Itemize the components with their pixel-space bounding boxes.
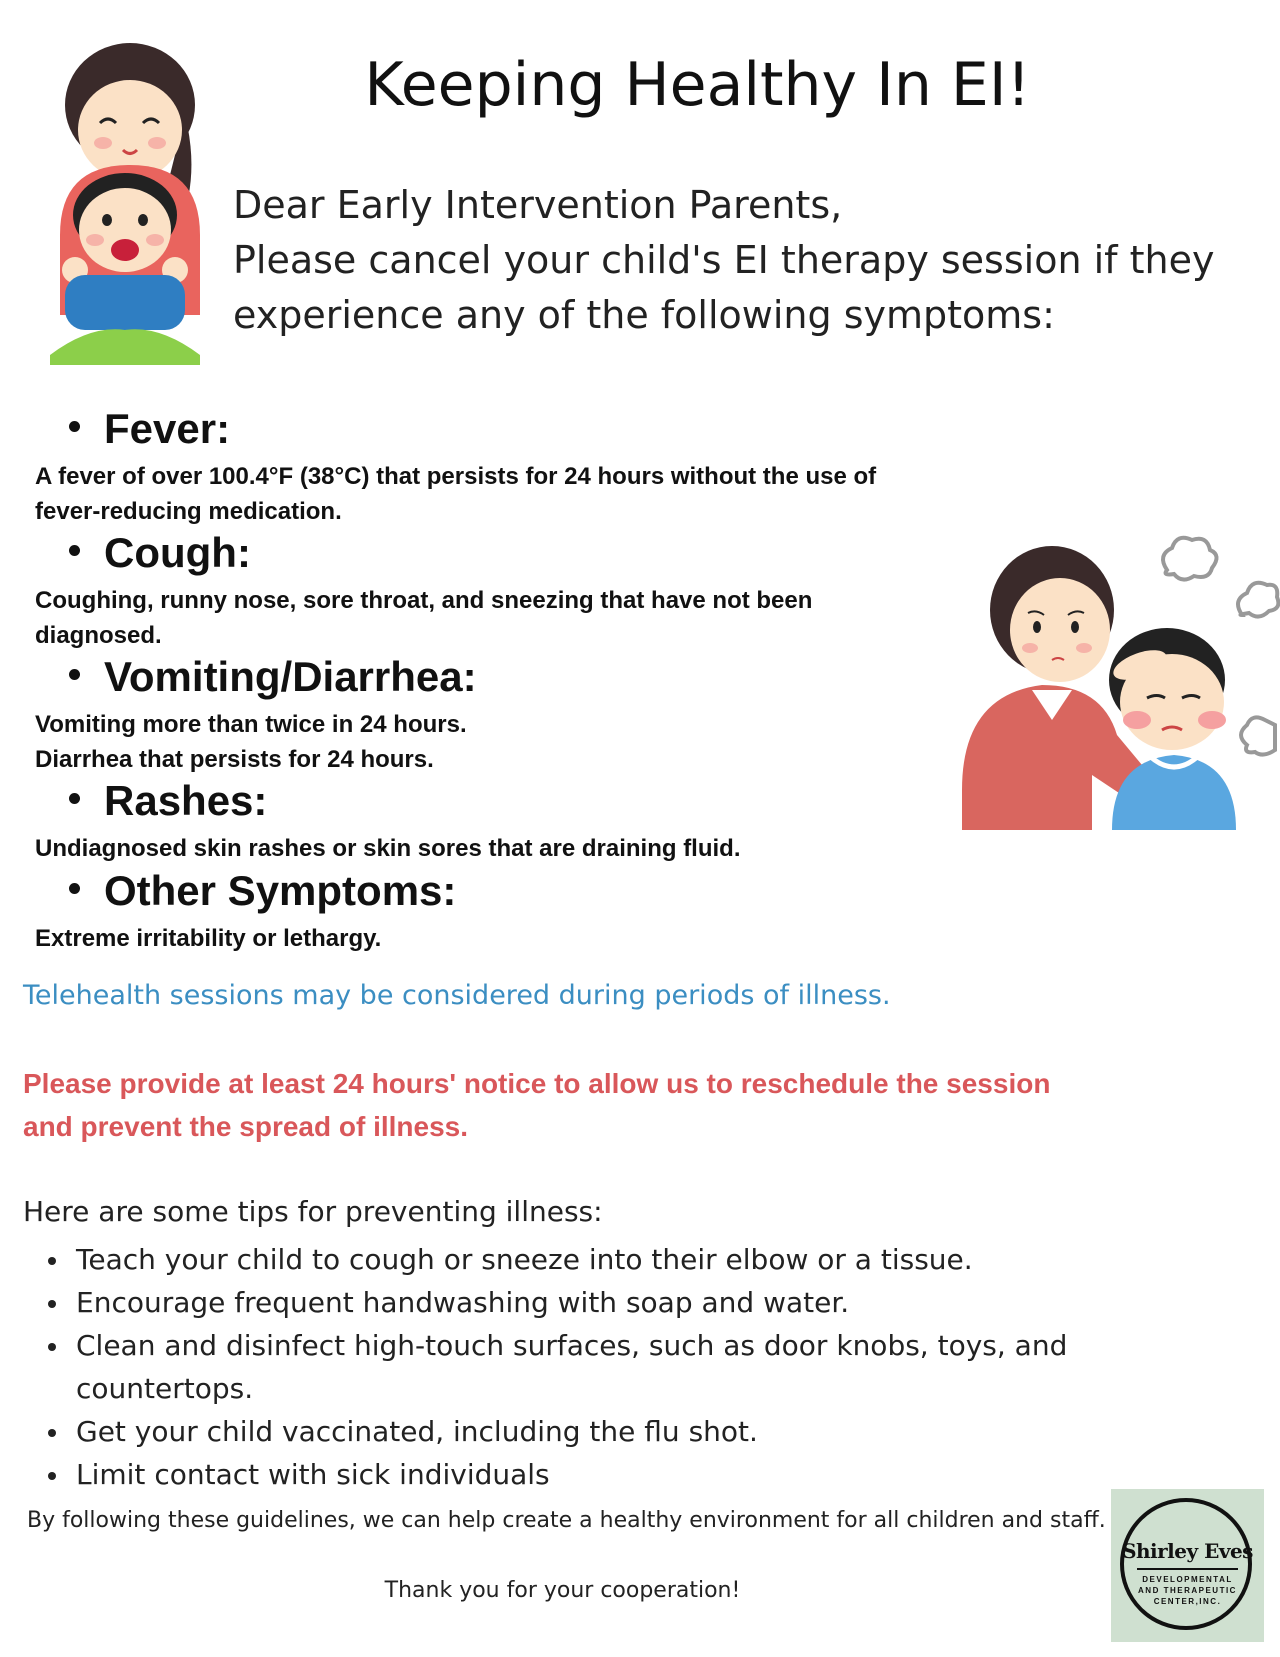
list-item-continuation: countertops. (76, 1372, 254, 1405)
parent-child-illustration (45, 35, 215, 385)
reschedule-notice: Please provide at least 24 hours' notice to allow us to reschedule the session and prevent the spread of illness. (23, 1068, 1051, 1142)
intro-paragraph (233, 178, 1253, 343)
logo-name: Shirley Eves (1122, 1539, 1253, 1563)
symptom-fever-description: A fever of over 100.4°F (38°C) that persists for 24 hours without the use of fever-reducing medication. (35, 463, 877, 525)
logo-ring (1120, 1498, 1252, 1630)
bullet-icon (69, 669, 80, 680)
logo-subtitle: DEVELOPMENTAL AND THERAPEUTIC CENTER,INC. (1138, 1575, 1237, 1606)
symptom-rashes-description: Undiagnosed skin rashes or skin sores that are draining fluid. (35, 835, 741, 862)
symptom-vomiting-description: Vomiting more than twice in 24 hours. Diarrhea that persists for 24 hours. (35, 711, 467, 773)
list-item: Limit contact with sick individuals (45, 1453, 1067, 1496)
bullet-icon (69, 883, 80, 894)
intro-line-1: Please cancel your child's EI therapy session if they (233, 238, 1215, 282)
closing-statement: By following these guidelines, we can help create a healthy environment for all children and staff. (27, 1508, 1106, 1533)
sick-child-illustration (962, 530, 1280, 830)
list-item: Teach your child to cough or sneeze into their elbow or a tissue. (45, 1238, 1067, 1281)
logo-divider (1137, 1568, 1238, 1570)
thank-you-note: Thank you for your cooperation! (384, 1578, 741, 1603)
symptom-cough-heading: Cough: (63, 529, 251, 577)
symptom-fever-heading: Fever: (63, 405, 230, 453)
list-item: Get your child vaccinated, including the flu shot. (45, 1410, 1067, 1453)
bullet-icon (69, 793, 80, 804)
tips-list (45, 1238, 1067, 1496)
symptom-vomiting-heading: Vomiting/Diarrhea: (63, 653, 477, 701)
symptom-rashes-heading: Rashes: (63, 777, 267, 825)
page-title: Keeping Healthy In EI! (364, 50, 1031, 120)
list-item: Encourage frequent handwashing with soap and water. (45, 1281, 1067, 1324)
bullet-icon (69, 545, 80, 556)
list-item: Clean and disinfect high-touch surfaces, such as door knobs, toys, and (45, 1324, 1067, 1367)
bullet-icon (69, 421, 80, 432)
telehealth-note: Telehealth sessions may be considered during periods of illness. (23, 980, 891, 1011)
salutation: Dear Early Intervention Parents, (233, 183, 843, 227)
symptom-other-heading: Other Symptoms: (63, 867, 456, 915)
organization-logo (1111, 1489, 1264, 1642)
symptom-other-description: Extreme irritability or lethargy. (35, 925, 382, 952)
intro-line-2: experience any of the following symptoms: (233, 293, 1055, 337)
tips-heading: Here are some tips for preventing illness: (23, 1195, 603, 1228)
symptom-cough-description: Coughing, runny nose, sore throat, and sneezing that have not been diagnosed. (35, 587, 813, 649)
